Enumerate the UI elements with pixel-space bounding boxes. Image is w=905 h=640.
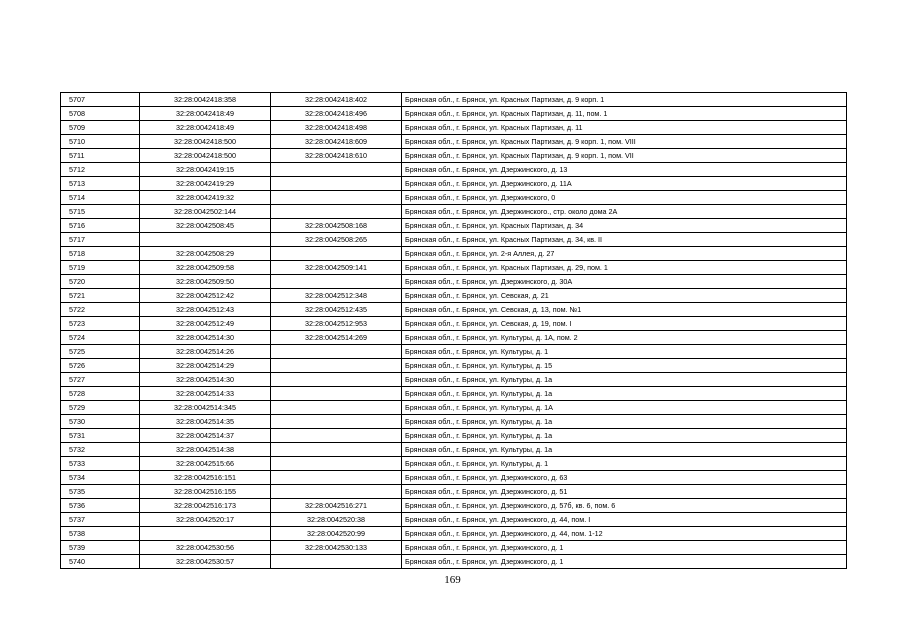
cadastral-number-cell: 32:28:0042530:57 [140, 555, 271, 569]
related-cadastral-number-cell [271, 275, 402, 289]
table-row [61, 387, 847, 401]
related-cadastral-number-cell: 32:28:0042520:38 [271, 513, 402, 527]
related-cadastral-number-cell: 32:28:0042512:435 [271, 303, 402, 317]
row-number-cell: 5709 [61, 121, 140, 135]
address-cell: Брянская обл., г. Брянск, ул. Севская, д. 21 [402, 289, 847, 303]
related-cadastral-number-cell [271, 387, 402, 401]
related-cadastral-number-cell [271, 401, 402, 415]
row-number-cell: 5738 [61, 527, 140, 541]
row-number-cell: 5708 [61, 107, 140, 121]
table-row [61, 149, 847, 163]
row-number-cell: 5734 [61, 471, 140, 485]
address-cell: Брянская обл., г. Брянск, ул. Дзержинского, д. 1 [402, 541, 847, 555]
page-number: 169 [444, 574, 461, 586]
address-cell: Брянская обл., г. Брянск, ул. Севская, д. 13, пом. №1 [402, 303, 847, 317]
cadastral-number-cell: 32:28:0042514:37 [140, 429, 271, 443]
row-number-cell: 5733 [61, 457, 140, 471]
cadastral-number-cell: 32:28:0042520:17 [140, 513, 271, 527]
related-cadastral-number-cell [271, 443, 402, 457]
related-cadastral-number-cell: 32:28:0042418:402 [271, 93, 402, 107]
address-cell: Брянская обл., г. Брянск, ул. Дзержинского, 0 [402, 191, 847, 205]
cadastral-number-cell: 32:28:0042516:155 [140, 485, 271, 499]
table-row [61, 429, 847, 443]
address-cell: Брянская обл., г. Брянск, ул. Культуры, д. 1а [402, 429, 847, 443]
related-cadastral-number-cell: 32:28:0042509:141 [271, 261, 402, 275]
row-number-cell: 5737 [61, 513, 140, 527]
address-cell: Брянская обл., г. Брянск, ул. Дзержинского, д. 57б, кв. 6, пом. 6 [402, 499, 847, 513]
row-number-cell: 5715 [61, 205, 140, 219]
cadastral-number-cell: 32:28:0042516:151 [140, 471, 271, 485]
cadastral-number-cell: 32:28:0042514:33 [140, 387, 271, 401]
table-row [61, 555, 847, 569]
cadastral-table [60, 92, 847, 569]
related-cadastral-number-cell [271, 485, 402, 499]
cadastral-number-cell: 32:28:0042418:500 [140, 135, 271, 149]
related-cadastral-number-cell [271, 247, 402, 261]
address-cell: Брянская обл., г. Брянск, ул. Культуры, д. 1 [402, 457, 847, 471]
cadastral-number-cell: 32:28:0042514:38 [140, 443, 271, 457]
table-body [61, 93, 847, 569]
related-cadastral-number-cell [271, 359, 402, 373]
related-cadastral-number-cell [271, 457, 402, 471]
table-row [61, 93, 847, 107]
address-cell: Брянская обл., г. Брянск, ул. Культуры, д. 1А, пом. 2 [402, 331, 847, 345]
cadastral-number-cell: 32:28:0042509:58 [140, 261, 271, 275]
related-cadastral-number-cell [271, 555, 402, 569]
row-number-cell: 5726 [61, 359, 140, 373]
table-row [61, 289, 847, 303]
table-row [61, 541, 847, 555]
table-row [61, 499, 847, 513]
address-cell: Брянская обл., г. Брянск, ул. Культуры, д. 1А [402, 401, 847, 415]
row-number-cell: 5719 [61, 261, 140, 275]
cadastral-number-cell: 32:28:0042418:49 [140, 121, 271, 135]
table-row [61, 317, 847, 331]
table-row [61, 513, 847, 527]
table-row [61, 457, 847, 471]
related-cadastral-number-cell [271, 205, 402, 219]
table-row [61, 373, 847, 387]
table-row [61, 247, 847, 261]
row-number-cell: 5716 [61, 219, 140, 233]
cadastral-number-cell: 32:28:0042418:500 [140, 149, 271, 163]
row-number-cell: 5718 [61, 247, 140, 261]
cadastral-number-cell: 32:28:0042509:50 [140, 275, 271, 289]
address-cell: Брянская обл., г. Брянск, ул. Дзержинского, д. 1 [402, 555, 847, 569]
table-row [61, 485, 847, 499]
table-row [61, 121, 847, 135]
row-number-cell: 5712 [61, 163, 140, 177]
row-number-cell: 5713 [61, 177, 140, 191]
cadastral-number-cell: 32:28:0042418:49 [140, 107, 271, 121]
table-row [61, 415, 847, 429]
row-number-cell: 5729 [61, 401, 140, 415]
cadastral-number-cell [140, 527, 271, 541]
address-cell: Брянская обл., г. Брянск, ул. Дзержинского, д. 30А [402, 275, 847, 289]
row-number-cell: 5735 [61, 485, 140, 499]
address-cell: Брянская обл., г. Брянск, ул. Красных Партизан, д. 9 корп. 1, пом. VIII [402, 135, 847, 149]
cadastral-number-cell: 32:28:0042514:29 [140, 359, 271, 373]
related-cadastral-number-cell: 32:28:0042418:496 [271, 107, 402, 121]
cadastral-number-cell: 32:28:0042515:66 [140, 457, 271, 471]
related-cadastral-number-cell: 32:28:0042516:271 [271, 499, 402, 513]
row-number-cell: 5707 [61, 93, 140, 107]
related-cadastral-number-cell: 32:28:0042418:610 [271, 149, 402, 163]
address-cell: Брянская обл., г. Брянск, ул. Севская, д. 19, пом. I [402, 317, 847, 331]
table-row [61, 233, 847, 247]
related-cadastral-number-cell: 32:28:0042508:265 [271, 233, 402, 247]
cadastral-number-cell: 32:28:0042418:358 [140, 93, 271, 107]
address-cell: Брянская обл., г. Брянск, ул. Красных Партизан, д. 34, кв. II [402, 233, 847, 247]
related-cadastral-number-cell [271, 373, 402, 387]
row-number-cell: 5717 [61, 233, 140, 247]
row-number-cell: 5730 [61, 415, 140, 429]
table-row [61, 443, 847, 457]
row-number-cell: 5720 [61, 275, 140, 289]
address-cell: Брянская обл., г. Брянск, ул. Культуры, д. 15 [402, 359, 847, 373]
cadastral-number-cell: 32:28:0042514:35 [140, 415, 271, 429]
address-cell: Брянская обл., г. Брянск, ул. Красных Партизан, д. 34 [402, 219, 847, 233]
table-row [61, 471, 847, 485]
address-cell: Брянская обл., г. Брянск, ул. Красных Партизан, д. 9 корп. 1, пом. VII [402, 149, 847, 163]
table-row [61, 163, 847, 177]
cadastral-number-cell: 32:28:0042514:345 [140, 401, 271, 415]
related-cadastral-number-cell: 32:28:0042418:498 [271, 121, 402, 135]
related-cadastral-number-cell [271, 191, 402, 205]
table-row [61, 527, 847, 541]
address-cell: Брянская обл., г. Брянск, ул. Красных Партизан, д. 11 [402, 121, 847, 135]
related-cadastral-number-cell [271, 429, 402, 443]
address-cell: Брянская обл., г. Брянск, ул. Дзержинского, д. 63 [402, 471, 847, 485]
cadastral-number-cell: 32:28:0042419:29 [140, 177, 271, 191]
row-number-cell: 5731 [61, 429, 140, 443]
related-cadastral-number-cell [271, 177, 402, 191]
table-row [61, 205, 847, 219]
related-cadastral-number-cell: 32:28:0042418:609 [271, 135, 402, 149]
table-row [61, 401, 847, 415]
row-number-cell: 5723 [61, 317, 140, 331]
row-number-cell: 5714 [61, 191, 140, 205]
cadastral-number-cell: 32:28:0042514:26 [140, 345, 271, 359]
related-cadastral-number-cell: 32:28:0042512:348 [271, 289, 402, 303]
cadastral-number-cell: 32:28:0042419:15 [140, 163, 271, 177]
table-row [61, 219, 847, 233]
address-cell: Брянская обл., г. Брянск, ул. Красных Партизан, д. 11, пом. 1 [402, 107, 847, 121]
table-row [61, 359, 847, 373]
address-cell: Брянская обл., г. Брянск, ул. Дзержинского, д. 51 [402, 485, 847, 499]
address-cell: Брянская обл., г. Брянск, ул. Культуры, д. 1а [402, 387, 847, 401]
related-cadastral-number-cell [271, 415, 402, 429]
address-cell: Брянская обл., г. Брянск, ул. Культуры, д. 1 [402, 345, 847, 359]
related-cadastral-number-cell: 32:28:0042508:168 [271, 219, 402, 233]
related-cadastral-number-cell [271, 471, 402, 485]
row-number-cell: 5736 [61, 499, 140, 513]
cadastral-number-cell: 32:28:0042508:29 [140, 247, 271, 261]
address-cell: Брянская обл., г. Брянск, ул. Красных Партизан, д. 29, пом. 1 [402, 261, 847, 275]
cadastral-number-cell: 32:28:0042512:42 [140, 289, 271, 303]
cadastral-number-cell: 32:28:0042516:173 [140, 499, 271, 513]
table-row [61, 261, 847, 275]
table-row [61, 177, 847, 191]
address-cell: Брянская обл., г. Брянск, ул. Дзержинского, д. 13 [402, 163, 847, 177]
address-cell: Брянская обл., г. Брянск, ул. 2-я Аллея, д. 27 [402, 247, 847, 261]
table-row [61, 135, 847, 149]
cadastral-number-cell: 32:28:0042530:56 [140, 541, 271, 555]
cadastral-number-cell: 32:28:0042508:45 [140, 219, 271, 233]
row-number-cell: 5710 [61, 135, 140, 149]
row-number-cell: 5721 [61, 289, 140, 303]
cadastral-number-cell: 32:28:0042502:144 [140, 205, 271, 219]
row-number-cell: 5728 [61, 387, 140, 401]
address-cell: Брянская обл., г. Брянск, ул. Культуры, д. 1а [402, 373, 847, 387]
table-row [61, 191, 847, 205]
address-cell: Брянская обл., г. Брянск, ул. Дзержинского, д. 44, пом. I [402, 513, 847, 527]
row-number-cell: 5727 [61, 373, 140, 387]
row-number-cell: 5722 [61, 303, 140, 317]
address-cell: Брянская обл., г. Брянск, ул. Дзержинского., стр. около дома 2А [402, 205, 847, 219]
related-cadastral-number-cell: 32:28:0042530:133 [271, 541, 402, 555]
address-cell: Брянская обл., г. Брянск, ул. Красных Партизан, д. 9 корп. 1 [402, 93, 847, 107]
row-number-cell: 5739 [61, 541, 140, 555]
cadastral-number-cell [140, 233, 271, 247]
related-cadastral-number-cell [271, 163, 402, 177]
table-row [61, 107, 847, 121]
related-cadastral-number-cell: 32:28:0042520:99 [271, 527, 402, 541]
table-row [61, 275, 847, 289]
cadastral-number-cell: 32:28:0042512:49 [140, 317, 271, 331]
table-row [61, 345, 847, 359]
related-cadastral-number-cell [271, 345, 402, 359]
address-cell: Брянская обл., г. Брянск, ул. Дзержинского, д. 44, пом. 1-12 [402, 527, 847, 541]
address-cell: Брянская обл., г. Брянск, ул. Культуры, д. 1а [402, 443, 847, 457]
cadastral-number-cell: 32:28:0042514:30 [140, 373, 271, 387]
address-cell: Брянская обл., г. Брянск, ул. Культуры, д. 1а [402, 415, 847, 429]
table-row [61, 331, 847, 345]
cadastral-number-cell: 32:28:0042514:30 [140, 331, 271, 345]
row-number-cell: 5724 [61, 331, 140, 345]
related-cadastral-number-cell: 32:28:0042514:269 [271, 331, 402, 345]
row-number-cell: 5732 [61, 443, 140, 457]
cadastral-number-cell: 32:28:0042512:43 [140, 303, 271, 317]
table-row [61, 303, 847, 317]
row-number-cell: 5711 [61, 149, 140, 163]
related-cadastral-number-cell: 32:28:0042512:953 [271, 317, 402, 331]
cadastral-number-cell: 32:28:0042419:32 [140, 191, 271, 205]
row-number-cell: 5740 [61, 555, 140, 569]
address-cell: Брянская обл., г. Брянск, ул. Дзержинского, д. 11А [402, 177, 847, 191]
row-number-cell: 5725 [61, 345, 140, 359]
